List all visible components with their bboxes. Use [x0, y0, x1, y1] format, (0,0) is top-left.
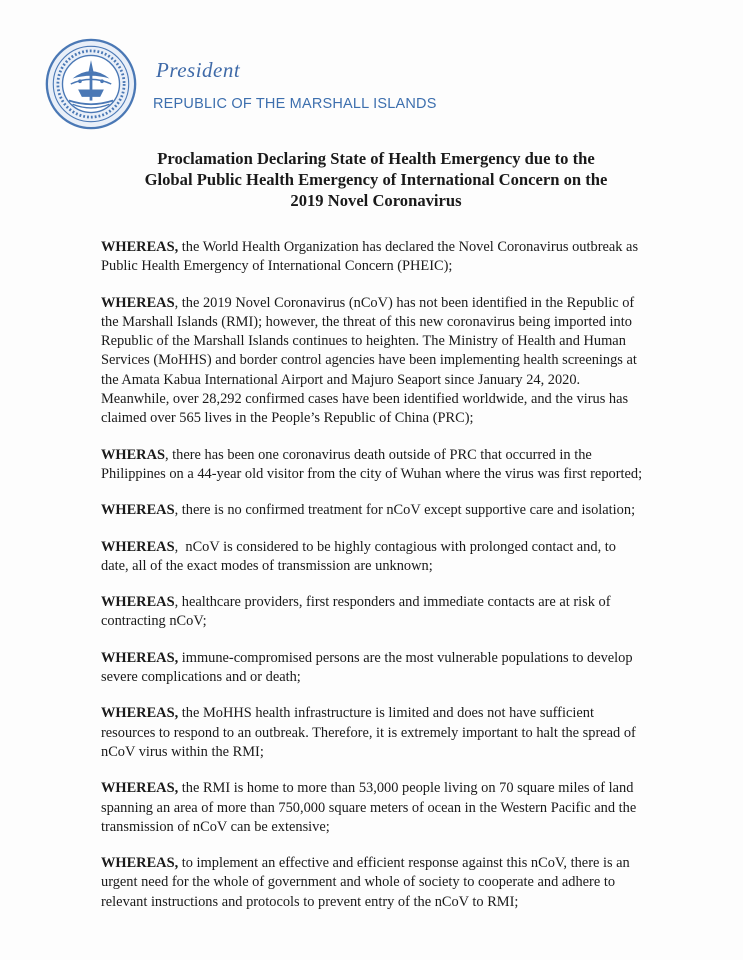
- clause-text: the World Health Organization has declared the Novel Coronavirus outbreak as: [178, 239, 639, 255]
- clause-text: contracting nCoV;: [101, 613, 207, 630]
- clause-text: nCoV virus within the RMI;: [101, 743, 264, 760]
- clause-lead: WHEREAS,: [101, 705, 179, 722]
- whereas-clause: [101, 294, 649, 429]
- whereas-clause: [101, 501, 649, 520]
- clause-text: Philippines on a 44-year old visitor from the city of Wuhan where the virus was first reported;: [101, 465, 643, 482]
- clause-lead: WHEREAS: [101, 594, 175, 611]
- clause-lead: WHEREAS,: [101, 239, 179, 255]
- clause-text: to implement an effective and efficient response against this nCoV, there is an: [178, 855, 630, 872]
- clause-text: the Marshall Islands (RMI); however, the threat of this new coronavirus being imported into: [101, 313, 632, 330]
- clause-text: spanning an area of more than 750,000 square meters of ocean in the Western Pacific and the: [101, 799, 637, 816]
- whereas-clause: [101, 704, 649, 762]
- clause-text: relevant instructions and protocols to prevent entry of the nCoV to RMI;: [101, 893, 519, 910]
- whereas-clause: [101, 779, 649, 837]
- clause-lead: WHEREAS,: [101, 780, 179, 797]
- clause-text: the Amata Kabua International Airport and Majuro Seaport since January 24, 2020.: [101, 371, 581, 388]
- clause-text: Republic of the Marshall Islands continues to heighten. The Ministry of Health and Human: [101, 333, 626, 350]
- clause-lead: WHEREAS,: [101, 649, 179, 666]
- whereas-clause: [101, 446, 649, 485]
- clause-text: , nCoV is considered to be highly contagious with prolonged contact and, to: [174, 538, 616, 555]
- clause-lead: WHEREAS,: [101, 855, 179, 872]
- clause-text: Services (MoHHS) and border control agencies have been implementing health screenings at: [101, 352, 637, 369]
- clause-text: date, all of the exact modes of transmission are unknown;: [101, 557, 433, 574]
- clause-text: , healthcare providers, first responders and immediate contacts are at risk of: [174, 594, 611, 611]
- clause-text: Public Health Emergency of International Concern (PHEIC);: [101, 258, 453, 275]
- title-line: 2019 Novel Coronavirus: [290, 191, 462, 210]
- whereas-clause: [101, 649, 649, 688]
- whereas-clause: [101, 538, 649, 577]
- office-title: President: [156, 58, 241, 82]
- clause-lead: WHEREAS: [101, 538, 175, 555]
- clause-lead: WHEREAS: [101, 502, 175, 519]
- clause-lead: WHEREAS: [101, 294, 175, 311]
- clause-text: the RMI is home to more than 53,000 people living on 70 square miles of land: [178, 780, 634, 797]
- clause-text: claimed over 565 lives in the People’s Republic of China (PRC);: [101, 410, 474, 427]
- clause-text: , there has been one coronavirus death outside of PRC that occurred in the: [164, 446, 592, 463]
- clause-text: severe complications and or death;: [101, 669, 301, 686]
- clause-text: resources to respond to an outbreak. Therefore, it is extremely important to halt the spread of: [101, 724, 636, 741]
- clause-text: immune-compromised persons are the most vulnerable populations to develop: [178, 649, 633, 666]
- clause-text: urgent need for the whole of government and whole of society to cooperate and adhere to: [101, 874, 616, 891]
- clause-text: transmission of nCoV can be extensive;: [101, 818, 330, 835]
- whereas-clause: [101, 854, 649, 912]
- nation-name: REPUBLIC OF THE MARSHALL ISLANDS: [153, 96, 437, 112]
- clause-lead: WHERAS: [101, 446, 165, 463]
- proclamation-title: [100, 148, 652, 211]
- clause-text: , there is no confirmed treatment for nCoV except supportive care and isolation;: [174, 502, 636, 519]
- clause-text: the MoHHS health infrastructure is limited and does not have sufficient: [178, 705, 594, 722]
- clause-text: Meanwhile, over 28,292 confirmed cases have been identified worldwide, and the virus has: [101, 391, 629, 408]
- whereas-clause: [101, 593, 649, 632]
- proclamation-body: [101, 238, 649, 929]
- clause-text: , the 2019 Novel Coronavirus (nCoV) has not been identified in the Republic of: [174, 294, 635, 311]
- presidential-seal-icon: [45, 38, 137, 130]
- title-line: Proclamation Declaring State of Health Emergency due to the: [157, 149, 595, 168]
- whereas-clause: [101, 238, 649, 277]
- title-line: Global Public Health Emergency of International Concern on the: [144, 170, 608, 189]
